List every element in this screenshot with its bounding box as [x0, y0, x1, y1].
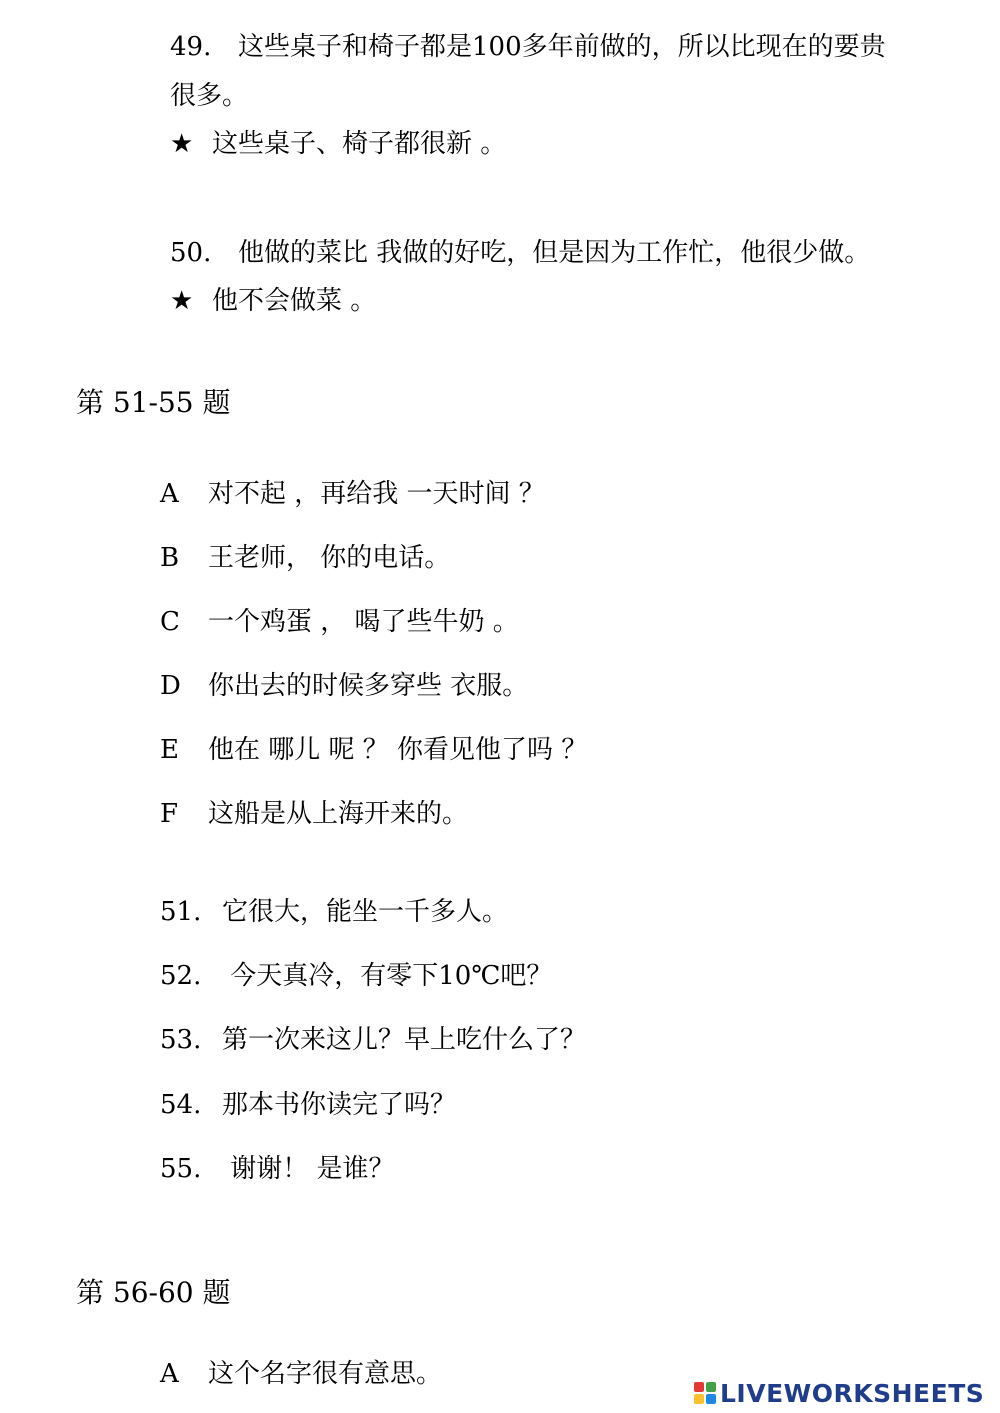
logo-block — [694, 1394, 704, 1404]
option-c — [160, 605, 519, 639]
option-letter: A — [160, 1359, 179, 1389]
q49-line1 — [170, 30, 886, 64]
q49-star-statement: 这些桌子、椅子都很新 。 — [212, 129, 507, 159]
option-f — [160, 797, 468, 831]
option-b — [160, 541, 450, 575]
logo-block — [694, 1382, 704, 1392]
option-letter: D — [160, 671, 181, 701]
option-text: 你出去的时候多穿些 衣服。 — [208, 671, 529, 701]
option-d — [160, 669, 528, 703]
logo-block — [706, 1382, 716, 1392]
section-title-56-60: 第 56-60 题 — [76, 1276, 231, 1309]
q49-text-line2: 很多。 — [170, 81, 249, 111]
question-text: 谢谢！ 是谁？ — [222, 1154, 395, 1184]
option-text: 这个名字很有意思。 — [208, 1359, 443, 1389]
option-text: 王老师， 你的电话。 — [208, 543, 451, 573]
question-text: 第一次来这儿？早上吃什么了？ — [222, 1025, 587, 1055]
question-number: 53. — [160, 1025, 202, 1055]
q50-line — [170, 236, 870, 270]
section-title-51-55: 第 51-55 题 — [76, 386, 231, 419]
question-number: 55. — [160, 1154, 202, 1184]
liveworksheets-logo — [694, 1376, 984, 1410]
option-text: 这船是从上海开来的。 — [208, 799, 469, 829]
option-text: 对不起 ，再给我 一天时间 ？ — [208, 479, 545, 509]
option-text: 一个鸡蛋 ， 喝了些牛奶 。 — [208, 607, 519, 637]
q50-star-statement: 他不会做菜 。 — [212, 286, 377, 316]
q49-statement — [170, 127, 506, 161]
q50-text: 他做的菜比 我做的好吃，但是因为工作忙，他很少做。 — [238, 238, 871, 268]
question-text: 它很大，能坐一千多人。 — [222, 897, 509, 927]
question-51 — [160, 895, 508, 929]
option-letter: B — [160, 543, 180, 573]
option-letter: A — [160, 479, 179, 509]
question-53 — [160, 1023, 586, 1057]
star-icon: ★ — [170, 129, 194, 159]
option-a-56 — [160, 1357, 442, 1391]
question-text: 那本书你读完了吗？ — [222, 1090, 457, 1120]
option-letter: F — [160, 799, 179, 829]
option-letter: C — [160, 607, 180, 637]
q49-text-line1: 这些桌子和椅子都是100多年前做的，所以比现在的要贵 — [238, 32, 886, 62]
question-54 — [160, 1088, 456, 1122]
option-e — [160, 733, 587, 767]
question-number: 51. — [160, 897, 202, 927]
watermark-text: LIVEWORKSHEETS — [720, 1378, 985, 1408]
q50-number: 50. — [170, 238, 212, 268]
option-a — [160, 477, 545, 511]
question-text: 今天真冷，有零下10℃吧？ — [222, 961, 553, 991]
star-icon: ★ — [170, 286, 194, 316]
q50-statement — [170, 284, 376, 318]
logo-blocks-icon — [694, 1382, 716, 1404]
option-text: 他在 哪儿 呢 ？ 你看见他了吗 ？ — [208, 735, 588, 765]
logo-block — [706, 1394, 716, 1404]
question-number: 52. — [160, 961, 202, 991]
option-letter: E — [160, 735, 179, 765]
question-number: 54. — [160, 1090, 202, 1120]
question-55 — [160, 1152, 395, 1186]
question-52 — [160, 959, 552, 993]
q49-number: 49. — [170, 32, 212, 62]
